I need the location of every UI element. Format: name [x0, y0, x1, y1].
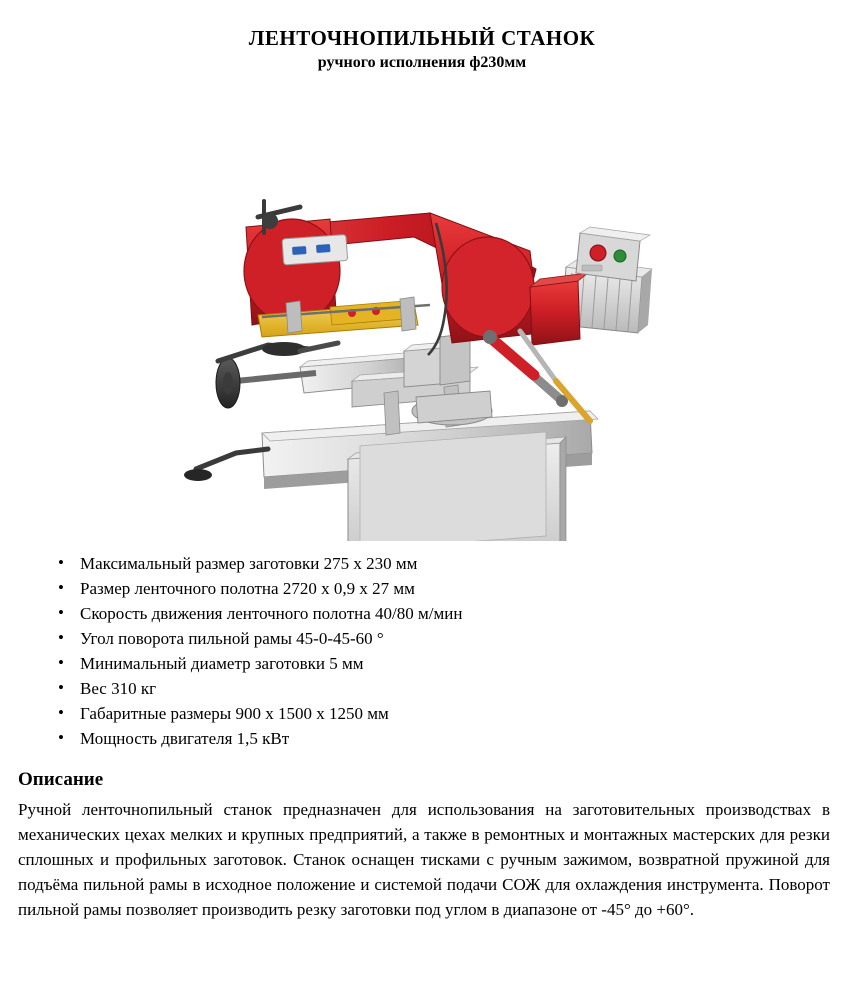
machine-base — [262, 411, 598, 541]
list-item: • Минимальный диаметр заготовки 5 мм — [52, 651, 844, 676]
saw-bow-frame — [244, 201, 540, 343]
description-heading: Описание — [18, 768, 104, 790]
description-text: Ручной ленточнопильный станок предназначен для использования на заготовительных производствах в механических цехах мелких и крупных предприятий, а также в ремонтных и монтажных мастерских для резки сплошных и профильных заготовок. Станок оснащен тисками с ручным зажимом, возвратной пружиной для подъёма пильной рамы в исходное положение и системой подачи СОЖ для охлаждения инструмента. Поворот пильной рамы позволяет производить резку заготовки под углом в диапазоне от -45° до +60°. — [18, 799, 830, 919]
title-block — [0, 0, 844, 73]
list-item: • Угол поворота пильной рамы 45-0-45-60 ° — [52, 626, 844, 651]
list-item: • Максимальный размер заготовки 275 х 230 мм — [52, 551, 844, 576]
specs-list — [0, 551, 844, 751]
swivel-joint — [412, 391, 492, 425]
list-item: • Вес 310 кг — [52, 676, 844, 701]
list-item: • Размер ленточного полотна 2720 х 0,9 х 27 мм — [52, 576, 844, 601]
product-figure — [0, 81, 844, 541]
page-subtitle: ручного исполнения ф230мм — [317, 54, 527, 72]
list-item: • Габаритные размеры 900 х 1500 х 1250 мм — [52, 701, 844, 726]
bandsaw-machine-illustration — [0, 81, 844, 541]
list-item: • Мощность двигателя 1,5 кВт — [52, 726, 844, 751]
list-item: • Скорость движения ленточного полотна 40/80 м/мин — [52, 601, 844, 626]
page-title: ЛЕНТОЧНОПИЛЬНЫЙ СТАНОК — [248, 26, 596, 50]
